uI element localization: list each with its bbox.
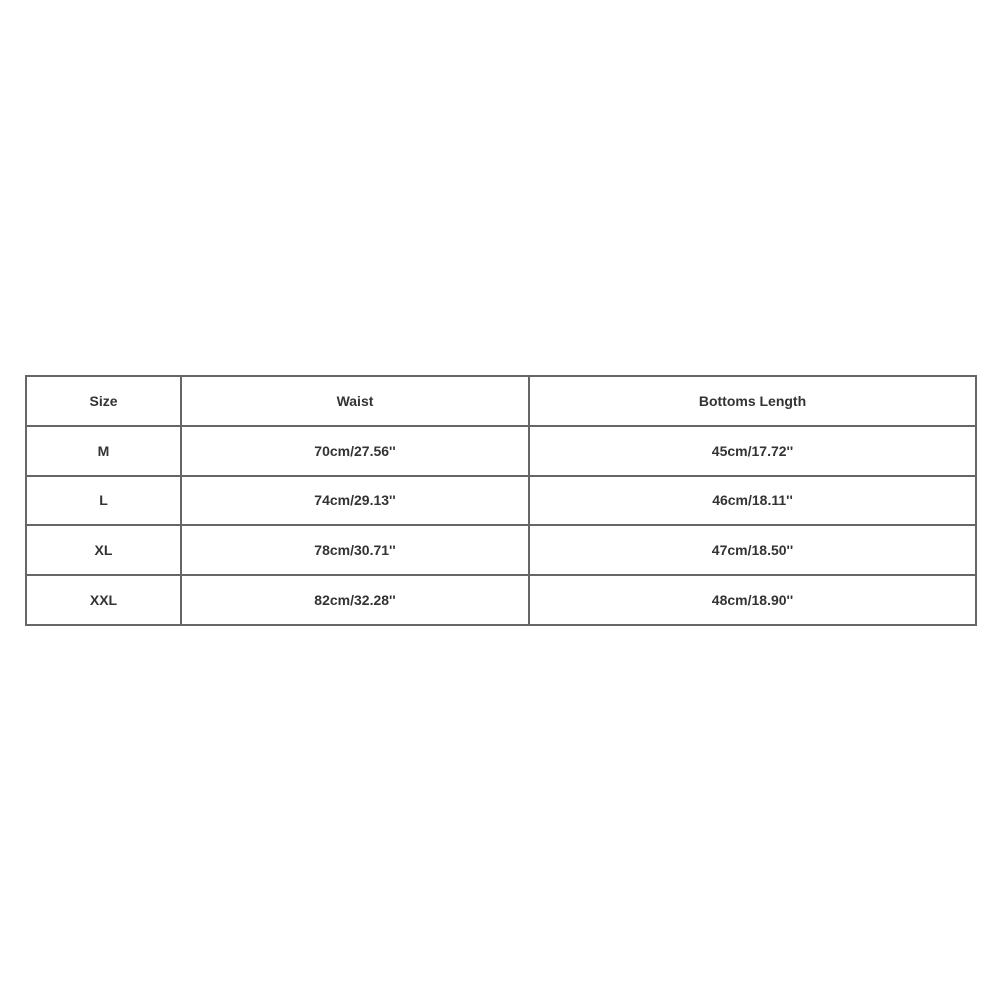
table-row [26, 575, 976, 625]
cell-waist: 82cm/32.28'' [181, 575, 529, 625]
header-waist: Waist [181, 376, 529, 426]
cell-size: XL [26, 525, 181, 575]
header-size: Size [26, 376, 181, 426]
cell-bottoms-length: 48cm/18.90'' [529, 575, 976, 625]
table-header-row [26, 376, 976, 426]
table-row [26, 525, 976, 575]
cell-waist: 70cm/27.56'' [181, 426, 529, 476]
cell-bottoms-length: 46cm/18.11'' [529, 476, 976, 526]
cell-size: XXL [26, 575, 181, 625]
size-chart-table [25, 375, 977, 626]
cell-size: M [26, 426, 181, 476]
cell-bottoms-length: 47cm/18.50'' [529, 525, 976, 575]
cell-waist: 78cm/30.71'' [181, 525, 529, 575]
cell-waist: 74cm/29.13'' [181, 476, 529, 526]
cell-size: L [26, 476, 181, 526]
table-row [26, 476, 976, 526]
cell-bottoms-length: 45cm/17.72'' [529, 426, 976, 476]
table-row [26, 426, 976, 476]
header-bottoms-length: Bottoms Length [529, 376, 976, 426]
